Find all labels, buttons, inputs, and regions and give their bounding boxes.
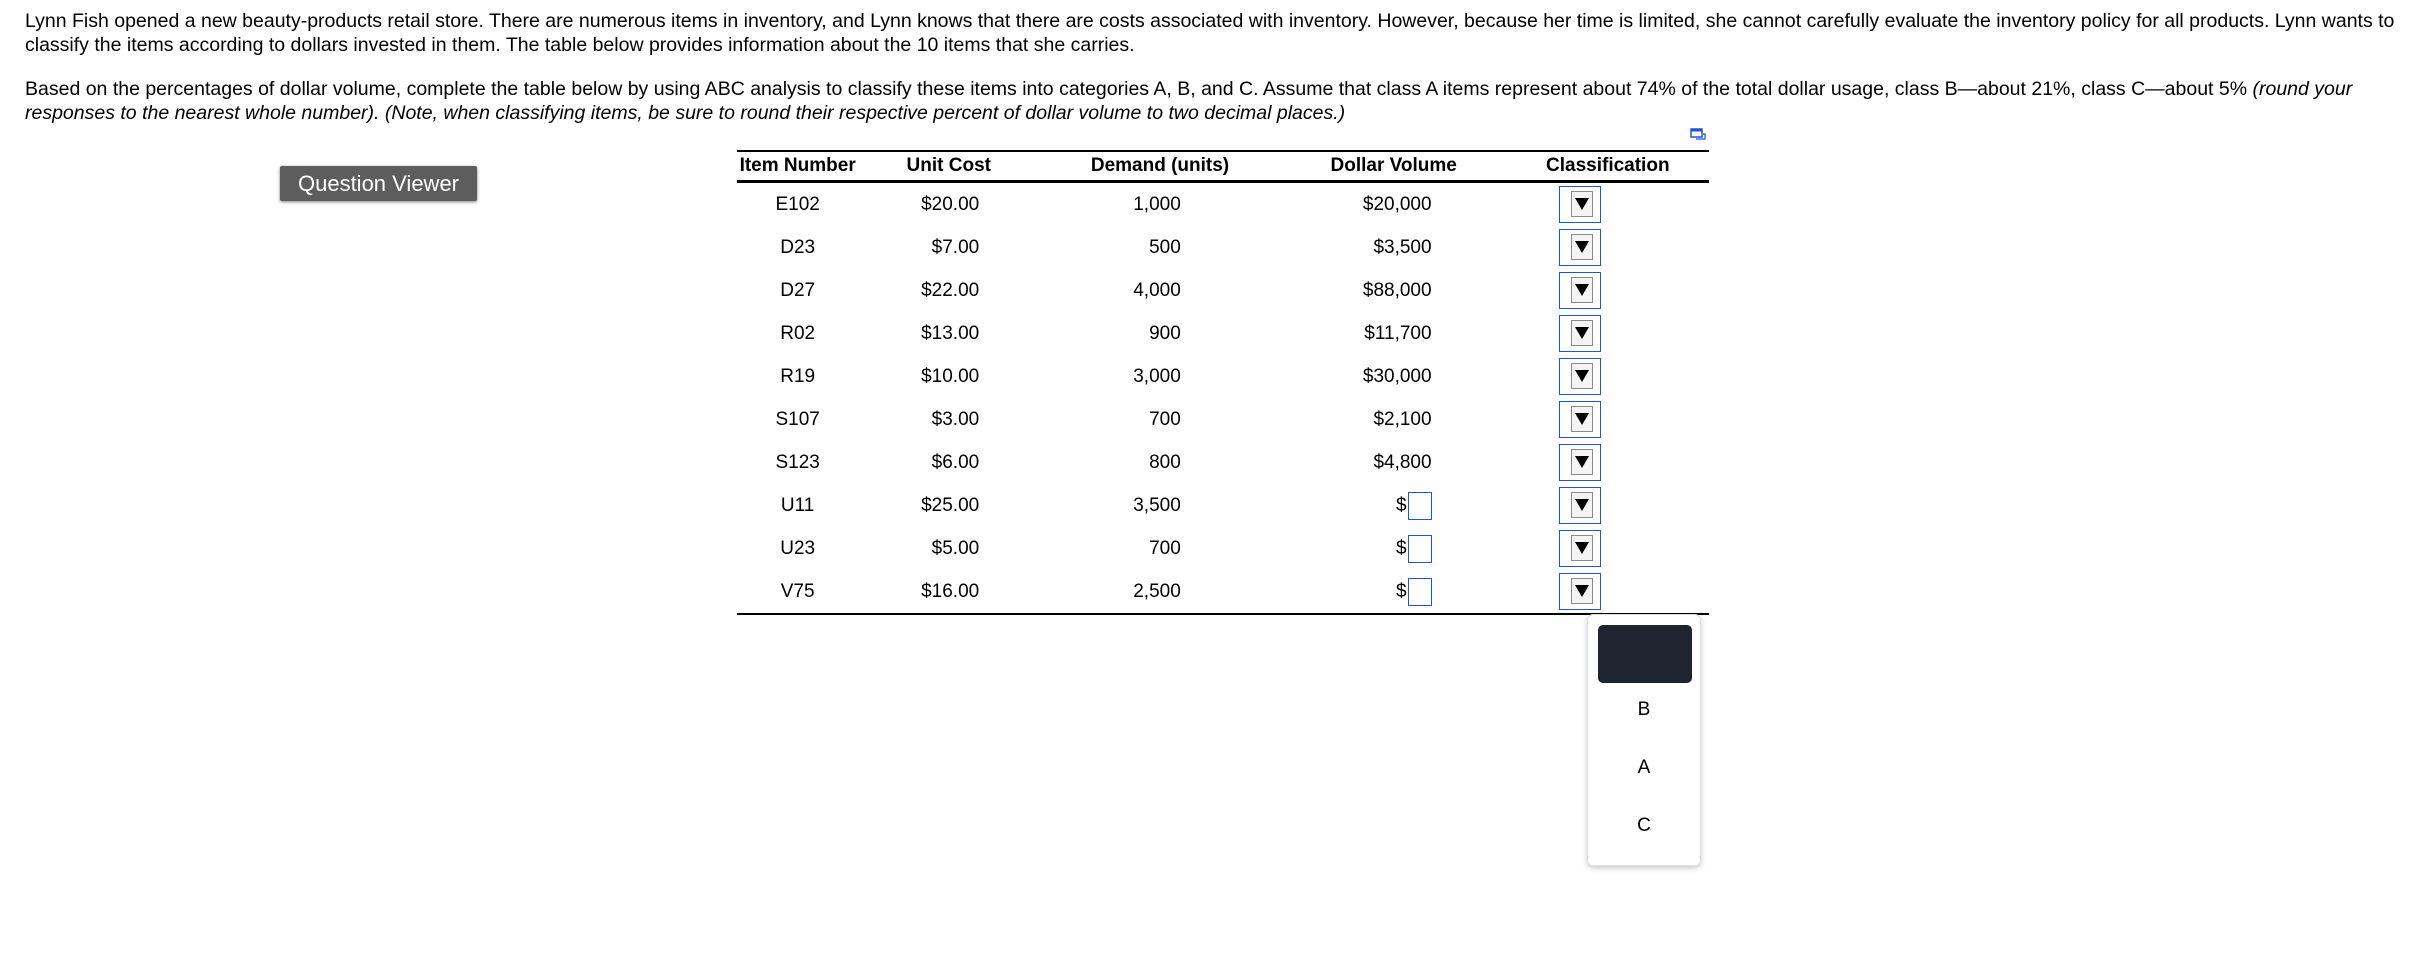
dropdown-arrow-button[interactable] (1571, 363, 1593, 389)
dollar-volume-entry (1396, 578, 1432, 606)
dropdown-arrow-button[interactable] (1571, 234, 1593, 260)
item-number-cell: E102 (775, 193, 820, 215)
demand-cell: 3,000 (1133, 365, 1181, 387)
dollar-volume-cell (1281, 527, 1507, 570)
demand-cell: 700 (1149, 537, 1181, 559)
dollar-sign: $ (1396, 580, 1407, 602)
triangle-down-icon (1575, 284, 1589, 296)
unit-cost-cell: $20.00 (921, 193, 980, 215)
table-row (737, 484, 1709, 527)
menu-option-b[interactable]: B (1637, 699, 1651, 720)
classification-dropdown[interactable] (1559, 401, 1601, 438)
dollar-volume-cell: $30,000 (1362, 365, 1432, 387)
item-number-cell: S123 (775, 451, 820, 473)
triangle-down-icon (1575, 241, 1589, 253)
classification-cell (1507, 269, 1709, 312)
table-row (737, 312, 1709, 355)
dollar-volume-cell: $2,100 (1373, 408, 1432, 430)
unit-cost-cell: $6.00 (931, 451, 980, 473)
triangle-down-icon (1575, 542, 1589, 554)
inventory-table (737, 150, 1709, 615)
triangle-down-icon (1575, 499, 1589, 511)
table-row (737, 398, 1709, 441)
classification-cell (1507, 570, 1709, 614)
classification-cell (1507, 527, 1709, 570)
dollar-sign: $ (1396, 537, 1407, 559)
classification-cell (1507, 226, 1709, 269)
dollar-sign: $ (1396, 494, 1407, 516)
header-item-number: Item Number (737, 151, 858, 182)
dollar-volume-input[interactable] (1408, 492, 1432, 520)
header-unit-cost: Unit Cost (858, 151, 1039, 182)
classification-dropdown[interactable] (1559, 315, 1601, 352)
popout-icon[interactable] (1690, 128, 1706, 140)
dropdown-arrow-button[interactable] (1571, 191, 1593, 217)
dropdown-arrow-button[interactable] (1571, 492, 1593, 518)
classification-dropdown[interactable] (1559, 358, 1601, 395)
table-row (737, 355, 1709, 398)
unit-cost-cell: $10.00 (921, 365, 980, 387)
classification-dropdown[interactable] (1559, 573, 1601, 610)
classification-dropdown-menu (1587, 614, 1701, 866)
demand-cell: 3,500 (1133, 494, 1181, 516)
dollar-volume-cell (1281, 570, 1507, 614)
dollar-volume-entry (1396, 535, 1432, 563)
item-number-cell: V75 (780, 580, 815, 602)
classification-cell (1507, 355, 1709, 398)
triangle-down-icon (1575, 413, 1589, 425)
header-demand: Demand (units) (1039, 151, 1281, 182)
item-number-cell: R02 (780, 322, 816, 344)
unit-cost-cell: $3.00 (931, 408, 980, 430)
table-row (737, 527, 1709, 570)
classification-cell (1507, 441, 1709, 484)
dollar-volume-cell: $3,500 (1373, 236, 1432, 258)
menu-option-c[interactable]: C (1637, 815, 1651, 836)
dollar-volume-input[interactable] (1408, 578, 1432, 606)
triangle-down-icon (1575, 370, 1589, 382)
dropdown-arrow-button[interactable] (1571, 320, 1593, 346)
unit-cost-cell: $22.00 (921, 279, 980, 301)
instructions-paragraph (25, 77, 2397, 125)
demand-cell: 900 (1149, 322, 1181, 344)
classification-cell (1507, 312, 1709, 355)
dollar-volume-cell: $88,000 (1362, 279, 1432, 301)
unit-cost-cell: $5.00 (931, 537, 980, 559)
table-row (737, 182, 1709, 227)
instructions-note: (round your responses to the nearest whole number). (Note, when classifying items, be sure to round their respective percent of dollar volume to two decimal places.) (25, 78, 2353, 124)
dropdown-arrow-button[interactable] (1571, 449, 1593, 475)
classification-cell (1507, 484, 1709, 527)
dollar-volume-entry (1396, 492, 1432, 520)
triangle-down-icon (1575, 456, 1589, 468)
item-number-cell: U11 (780, 494, 815, 516)
table-row (737, 570, 1709, 614)
triangle-down-icon (1575, 327, 1589, 339)
classification-dropdown[interactable] (1559, 444, 1601, 481)
classification-dropdown[interactable] (1559, 530, 1601, 567)
classification-dropdown[interactable] (1559, 229, 1601, 266)
item-number-cell: D23 (780, 236, 816, 258)
classification-dropdown[interactable] (1559, 186, 1601, 223)
classification-dropdown[interactable] (1559, 272, 1601, 309)
menu-option-a[interactable]: A (1637, 757, 1651, 778)
demand-cell: 1,000 (1133, 193, 1181, 215)
table-header-row (737, 151, 1709, 182)
dollar-volume-cell: $20,000 (1362, 193, 1432, 215)
table-row (737, 441, 1709, 484)
classification-cell (1507, 398, 1709, 441)
unit-cost-cell: $7.00 (931, 236, 980, 258)
dollar-volume-input[interactable] (1408, 535, 1432, 563)
dropdown-arrow-button[interactable] (1571, 406, 1593, 432)
menu-option-blank[interactable] (1598, 625, 1692, 683)
triangle-down-icon (1575, 198, 1589, 210)
demand-cell: 800 (1149, 451, 1181, 473)
header-dollar-volume: Dollar Volume (1281, 151, 1507, 182)
table-row (737, 269, 1709, 312)
item-number-cell: R19 (780, 365, 816, 387)
dollar-volume-cell (1281, 484, 1507, 527)
header-classification: Classification (1507, 151, 1709, 182)
unit-cost-cell: $13.00 (921, 322, 980, 344)
dollar-volume-cell: $11,700 (1364, 322, 1432, 344)
unit-cost-cell: $25.00 (921, 494, 980, 516)
dropdown-arrow-button[interactable] (1571, 578, 1593, 604)
dropdown-arrow-button[interactable] (1571, 277, 1593, 303)
demand-cell: 2,500 (1133, 580, 1181, 602)
item-number-cell: U23 (780, 537, 816, 559)
question-viewer-button[interactable]: Question Viewer (280, 166, 477, 201)
instructions-text: Based on the percentages of dollar volume, complete the table below by using ABC analysis to classify these items into categories A, B, and C. Assume that class A items represent about 74% of the total dollar usage, class B—about 21%, class C—about 5% (25, 78, 2253, 100)
dropdown-arrow-button[interactable] (1571, 535, 1593, 561)
demand-cell: 700 (1149, 408, 1181, 430)
demand-cell: 4,000 (1133, 279, 1181, 301)
item-number-cell: S107 (775, 408, 820, 430)
triangle-down-icon (1575, 585, 1589, 597)
dollar-volume-cell: $4,800 (1373, 451, 1432, 473)
table-row (737, 226, 1709, 269)
demand-cell: 500 (1149, 236, 1181, 258)
classification-dropdown[interactable] (1559, 487, 1601, 524)
intro-paragraph: Lynn Fish opened a new beauty-products retail store. There are numerous items in inventory, and Lynn knows that there are costs associated with inventory. However, because her time is limited, she cannot carefully evaluate the inventory policy for all products. Lynn wants to classify the items according to dollars invested in them. The table below provides information about the 10 items that she carries. (25, 10, 2395, 56)
classification-cell (1507, 182, 1709, 227)
item-number-cell: D27 (780, 279, 816, 301)
unit-cost-cell: $16.00 (921, 580, 980, 602)
